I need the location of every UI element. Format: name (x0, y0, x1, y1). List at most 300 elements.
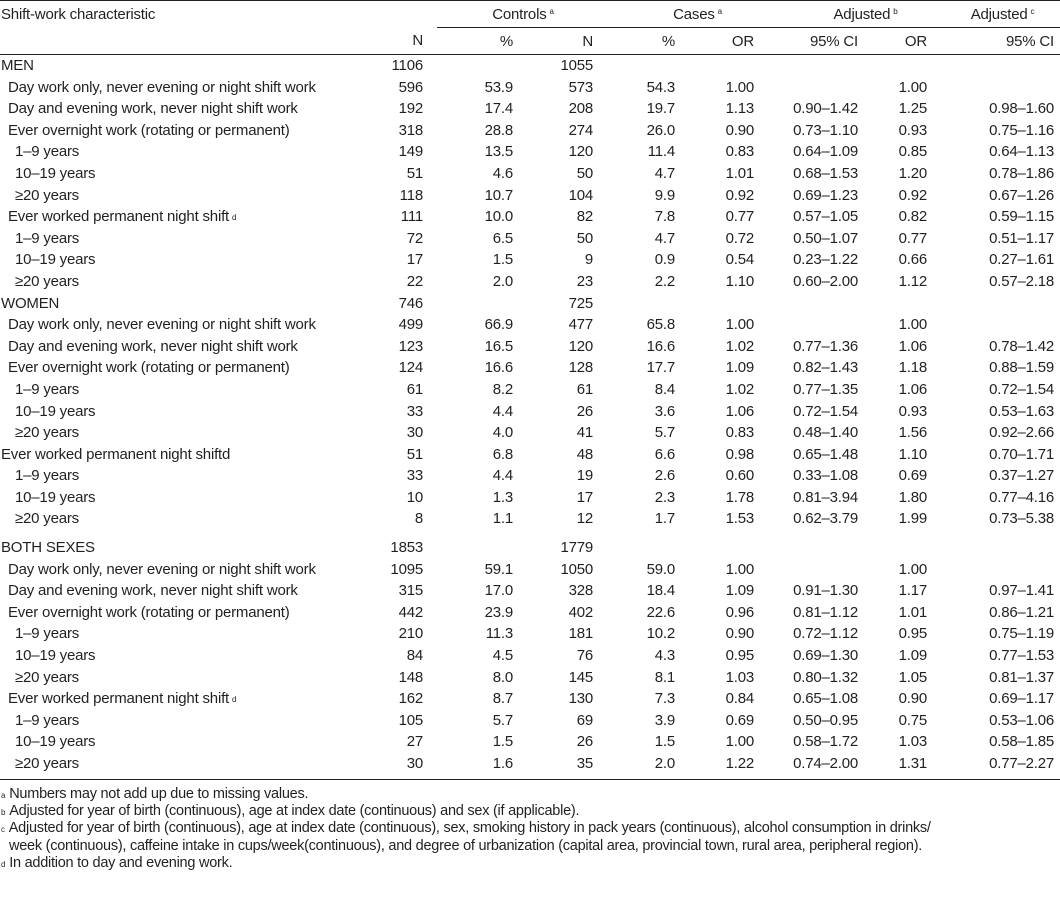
table-cell (609, 55, 697, 77)
table-cell: 9 (584, 251, 594, 269)
table-cell (764, 55, 876, 77)
row-label: 1–9 years (15, 625, 80, 643)
table-cell: 123 (398, 337, 423, 355)
table-cell: 51 (406, 445, 423, 463)
table-cell: 0.78–1.42 (989, 337, 1055, 355)
table-cell: 1853 (390, 539, 423, 557)
row-label: 1–9 years (15, 229, 80, 247)
table-cell: 1055 (560, 57, 594, 74)
table-cell: 3.6 (654, 402, 676, 420)
table-cell: 0.82 (898, 208, 928, 226)
table-cell: 318 (398, 121, 423, 139)
table-row (0, 422, 1060, 444)
table-cell: 0.50–1.07 (793, 229, 859, 247)
table-cell: 1.06 (725, 402, 755, 420)
table-row (0, 249, 1060, 271)
table-cell: 53.9 (484, 78, 513, 96)
table-cell (609, 537, 697, 559)
header-characteristic: Shift-work characteristic (1, 5, 156, 23)
row-label: 10–19 years (15, 251, 96, 269)
table-cell: 192 (398, 100, 423, 118)
row-label: ≥20 years (15, 186, 79, 204)
table-cell: 19 (576, 467, 594, 485)
table-cell: 0.67–1.26 (989, 186, 1055, 204)
table-cell: 30 (406, 755, 423, 772)
table-cell: 76 (576, 647, 594, 665)
table-cell: 0.90–1.42 (793, 100, 859, 118)
table-row (0, 141, 1060, 163)
table-cell: 17 (576, 488, 594, 506)
table-cell: 120 (568, 337, 594, 355)
table-cell: 148 (398, 668, 423, 686)
table-cell: 2.0 (654, 755, 676, 772)
table-cell: 0.91–1.30 (793, 582, 859, 600)
table-cell: 72 (406, 229, 423, 247)
table-cell: 499 (398, 316, 423, 334)
table-cell: 477 (568, 316, 594, 334)
table-cell: 1.00 (725, 733, 755, 751)
table-cell: 50 (576, 164, 594, 182)
table-cell: 328 (568, 582, 594, 600)
table-cell: 1.13 (725, 100, 755, 118)
row-label: Ever overnight work (rotating or permanent) (8, 603, 290, 621)
row-label: ≥20 years (15, 668, 79, 686)
table-cell: 35 (576, 755, 594, 772)
header-row-groups (0, 1, 1060, 28)
table-cell: 4.6 (492, 164, 513, 182)
row-label: Day work only, never evening or night shift work (8, 560, 316, 578)
table-cell: 0.54 (725, 251, 755, 269)
table-cell: 1.5 (492, 733, 513, 751)
table-cell: 1.06 (898, 380, 928, 398)
table-cell: 0.82–1.43 (793, 359, 859, 377)
table-cell: 61 (576, 380, 594, 398)
table-cell: 59.0 (646, 560, 676, 578)
table-cell: 0.97–1.41 (989, 582, 1055, 600)
table-cell: 17 (406, 251, 423, 269)
table-cell (764, 314, 876, 336)
table-cell: 1.53 (725, 510, 755, 528)
table-cell: 12 (576, 510, 594, 528)
table-cell: 17.4 (484, 100, 513, 118)
table-cell: 1.01 (725, 164, 755, 182)
table-cell: 23.9 (484, 603, 513, 621)
table-cell: 1.17 (898, 582, 928, 600)
table-cell: 4.4 (492, 402, 513, 420)
table-row (0, 185, 1060, 207)
table-cell: 1.09 (725, 359, 755, 377)
table-cell: 30 (406, 424, 423, 442)
table-cell: 1.00 (725, 78, 755, 96)
table-cell: 0.65–1.08 (793, 690, 859, 708)
sub-header: OR (876, 28, 945, 55)
table-cell: 0.9 (654, 251, 676, 269)
table-cell: 6.8 (492, 445, 513, 463)
table-cell: 0.73–1.10 (793, 121, 859, 139)
table-cell: 6.6 (654, 445, 676, 463)
table-cell: 0.81–1.12 (793, 603, 859, 621)
table-cell: 0.98 (725, 445, 755, 463)
table-cell: 4.5 (492, 647, 513, 665)
table-cell: 1.05 (898, 668, 928, 686)
table-cell: 0.75–1.19 (989, 625, 1055, 643)
header-group-controls: Controls $^a$ (437, 1, 609, 28)
table-cell: 1.5 (654, 733, 676, 751)
table-cell: 149 (398, 143, 423, 161)
table-cell: 402 (568, 603, 594, 621)
table-cell: 725 (568, 294, 594, 312)
row-label: Day work only, never evening or night shift work (8, 78, 316, 96)
sub-header: % (609, 28, 697, 55)
table-cell: 0.64–1.13 (989, 143, 1055, 161)
table-cell: 596 (398, 78, 423, 96)
table-cell: 0.27–1.61 (989, 251, 1055, 269)
row-label: 10–19 years (15, 647, 96, 665)
table-cell: 1.03 (898, 733, 928, 751)
table-cell: 1779 (560, 539, 594, 557)
table-cell: 0.93 (898, 121, 928, 139)
footnote-c: week (continuous), caffeine intake in cups/week(continuous), and degree of urbanization (capital area, provincial town, rural area, peripheral region). (9, 837, 923, 854)
row-label: Ever worked permanent night shift $^d$ (8, 690, 237, 708)
table-cell: 0.64–1.09 (793, 143, 859, 161)
table-cell: 0.77–1.36 (793, 337, 859, 355)
table-row (0, 602, 1060, 624)
table-row (0, 163, 1060, 185)
table-cell: 27 (406, 733, 423, 751)
table-cell: 0.92 (725, 186, 755, 204)
table-cell (945, 77, 1060, 99)
row-label: Day and evening work, never night shift work (8, 100, 298, 118)
footnote-d: $^d$ In addition to day and evening work. (1, 855, 233, 872)
table-cell: 1.12 (898, 272, 928, 290)
table-cell: 1.22 (725, 755, 755, 772)
table-cell: 130 (568, 690, 594, 708)
table-row (0, 753, 1060, 775)
row-label: Ever overnight work (rotating or permanent) (8, 359, 290, 377)
table-cell: 0.48–1.40 (793, 424, 859, 442)
row-label: Day and evening work, never night shift work (8, 337, 298, 355)
table-cell: 41 (576, 424, 594, 442)
table-cell: 10.0 (484, 208, 513, 226)
row-label: WOMEN (1, 294, 60, 312)
table-cell: 2.2 (654, 272, 676, 290)
table-bottom-rule (0, 775, 1060, 780)
table-cell: 1.5 (492, 251, 513, 269)
table-cell (945, 537, 1060, 559)
table-row (0, 623, 1060, 645)
table-cell: 0.92 (898, 186, 928, 204)
table-cell: 33 (406, 467, 423, 485)
table-cell: 1.06 (898, 337, 928, 355)
table-row (0, 710, 1060, 732)
table-body (0, 55, 1060, 780)
table-cell: 0.96 (725, 603, 755, 621)
header-group-adjusted-c: Adjusted $^c$ (945, 1, 1060, 28)
table-cell: 26 (576, 402, 594, 420)
row-label: Day and evening work, never night shift work (8, 582, 298, 600)
table-cell: 0.65–1.48 (793, 445, 859, 463)
table-cell: 0.77 (725, 208, 755, 226)
table-cell: 16.5 (484, 337, 513, 355)
table-cell: 0.58–1.72 (793, 733, 859, 751)
table-cell: 0.86–1.21 (989, 603, 1055, 621)
table-cell: 0.92–2.66 (989, 424, 1055, 442)
table-cell: 8.1 (654, 668, 676, 686)
table-cell: 22 (406, 272, 423, 290)
table-cell: 1.1 (492, 510, 513, 528)
table-cell (437, 55, 523, 77)
table-cell: 1050 (560, 560, 594, 578)
table-cell (764, 559, 876, 581)
table-cell: 1.01 (898, 603, 928, 621)
table-cell: 0.77–2.27 (989, 755, 1055, 772)
table-cell: 1.31 (898, 755, 928, 772)
table-cell: 4.4 (492, 467, 513, 485)
table-cell: 1.00 (725, 560, 755, 578)
table-cell: 0.57–2.18 (989, 272, 1055, 290)
table-row (0, 487, 1060, 509)
spacer-row (0, 530, 1060, 537)
table-cell: 18.4 (646, 582, 676, 600)
table-cell: 11.4 (647, 143, 676, 161)
table-row (0, 357, 1060, 379)
table-cell: 0.70–1.71 (989, 445, 1055, 463)
table-cell: 1.10 (898, 445, 928, 463)
footnote-b: $^b$ Adjusted for year of birth (continuous), age at index date (continuous) and sex (if applicable). (1, 803, 580, 819)
table-cell: 11.3 (485, 625, 513, 643)
table-cell: 0.69–1.30 (793, 647, 859, 665)
table-cell: 0.85 (898, 143, 928, 161)
table-cell: 746 (398, 294, 423, 312)
table-cell: 10 (406, 488, 423, 506)
table-cell: 0.69–1.17 (989, 690, 1055, 708)
table-cell: 5.7 (492, 711, 513, 729)
table-cell: 0.69 (898, 467, 928, 485)
table-cell: 66.9 (484, 316, 513, 334)
table-cell: 51 (406, 164, 423, 182)
table-cell: 0.84 (725, 690, 755, 708)
table-cell: 0.23–1.22 (793, 251, 859, 269)
table-cell: 1.56 (898, 424, 928, 442)
table-cell: 6.5 (492, 229, 513, 247)
table-cell: 8.7 (492, 690, 513, 708)
row-label: 10–19 years (15, 164, 96, 182)
table-cell: 0.57–1.05 (793, 208, 859, 226)
table-cell: 4.3 (654, 647, 676, 665)
table-cell: 1.00 (898, 560, 928, 578)
sub-header: 95% CI (764, 28, 876, 55)
table-cell: 1106 (391, 57, 423, 74)
table-cell: 0.98–1.60 (989, 100, 1055, 118)
table-cell: 17.0 (484, 582, 513, 600)
table-cell: 9.9 (654, 186, 676, 204)
table-cell: 0.74–2.00 (793, 755, 859, 772)
table-cell: 50 (576, 229, 594, 247)
table-cell: 1.20 (898, 164, 928, 182)
row-label: ≥20 years (15, 272, 79, 290)
table-cell (945, 314, 1060, 336)
table-row (0, 667, 1060, 689)
table-cell: 26 (576, 733, 594, 751)
table-cell: 17.7 (646, 359, 676, 377)
table-row (0, 688, 1060, 710)
table-cell: 0.77–1.53 (989, 647, 1055, 665)
table-row (0, 401, 1060, 423)
table-cell: 0.69 (725, 711, 755, 729)
table-cell: 442 (398, 603, 423, 621)
table-row (0, 206, 1060, 228)
table-cell: 0.51–1.17 (989, 229, 1055, 247)
table-cell: 0.69–1.23 (793, 186, 859, 204)
table-cell: 16.6 (646, 337, 676, 355)
table-cell: 0.72–1.54 (989, 380, 1055, 398)
table-cell: 208 (568, 100, 594, 118)
table-cell: 69 (576, 711, 594, 729)
table-cell: 0.62–3.79 (793, 510, 859, 528)
table-cell: 0.68–1.53 (793, 164, 859, 182)
table-row (0, 537, 1060, 559)
table-cell: 0.78–1.86 (989, 164, 1055, 182)
table-cell (764, 77, 876, 99)
table-cell (876, 293, 945, 315)
table-cell: 0.81–3.94 (793, 488, 859, 506)
table-cell: 28.8 (484, 121, 513, 139)
table-cell: 0.83 (725, 424, 755, 442)
table-cell: 4.7 (654, 164, 676, 182)
table-cell: 0.93 (898, 402, 928, 420)
table-cell: 16.6 (484, 359, 513, 377)
table-cell: 0.95 (898, 625, 928, 643)
table-cell: 181 (568, 625, 594, 643)
table-cell: 0.81–1.37 (989, 668, 1055, 686)
table-cell: 118 (399, 186, 423, 204)
table-cell: 1.80 (898, 488, 928, 506)
table-row (0, 465, 1060, 487)
table-cell: 1.3 (492, 488, 513, 506)
table-cell (609, 293, 697, 315)
table-cell (697, 537, 764, 559)
table-cell: 4.0 (492, 424, 513, 442)
table-cell: 1095 (390, 560, 423, 578)
table-cell: 1.25 (898, 100, 928, 118)
table-cell: 0.60 (725, 467, 755, 485)
table-row (0, 731, 1060, 753)
table-cell: 573 (568, 78, 594, 96)
table-cell: 0.73–5.38 (989, 510, 1055, 528)
table-row (0, 271, 1060, 293)
table-cell (697, 55, 764, 77)
table-row (0, 444, 1060, 466)
table-cell: 0.95 (725, 647, 755, 665)
table-cell: 26.0 (646, 121, 676, 139)
sub-header: % (437, 28, 523, 55)
table-cell: 0.53–1.06 (989, 711, 1055, 729)
footnotes (0, 780, 1060, 873)
table-cell (945, 55, 1060, 77)
table-cell: 84 (406, 647, 423, 665)
table-cell: 7.3 (654, 690, 676, 708)
sub-header: N (523, 28, 609, 55)
table-cell: 0.53–1.63 (989, 402, 1055, 420)
table-cell: 0.75 (898, 711, 928, 729)
table-cell: 3.9 (654, 711, 676, 729)
table-cell: 0.58–1.85 (989, 733, 1055, 751)
table-cell (945, 559, 1060, 581)
table-cell: 0.90 (725, 625, 755, 643)
table-cell: 0.88–1.59 (989, 359, 1055, 377)
table-cell: 2.3 (654, 488, 676, 506)
row-label: 10–19 years (15, 488, 96, 506)
table-cell: 0.83 (725, 143, 755, 161)
row-label: BOTH SEXES (1, 539, 95, 557)
row-label: 1–9 years (15, 380, 80, 398)
table-cell: 10.7 (484, 186, 513, 204)
table-cell: 1.00 (725, 316, 755, 334)
table-cell: 0.77–4.16 (989, 488, 1055, 506)
table-cell: 1.00 (898, 78, 928, 96)
table-cell: 0.80–1.32 (793, 668, 859, 686)
table-cell (437, 537, 523, 559)
table-row (0, 77, 1060, 99)
table-cell: 7.8 (654, 208, 676, 226)
table-cell: 4.7 (654, 229, 676, 247)
table-cell: 48 (576, 445, 594, 463)
table-cell: 82 (576, 208, 594, 226)
table-cell: 19.7 (646, 100, 676, 118)
table-cell: 0.66 (898, 251, 928, 269)
table-cell (437, 293, 523, 315)
table-cell: 145 (568, 668, 594, 686)
table-row (0, 98, 1060, 120)
table-cell: 13.5 (484, 143, 513, 161)
table-row (0, 645, 1060, 667)
table-cell: 1.99 (898, 510, 928, 528)
table-row (0, 559, 1060, 581)
table-cell: 61 (406, 380, 423, 398)
footnote-c: $^c$ Adjusted for year of birth (continuous), age at index date (continuous), sex, smoking history in pack years (continuous), alcohol consumption in drinks/ (1, 820, 931, 837)
table-cell (876, 55, 945, 77)
table-cell: 8.0 (492, 668, 513, 686)
table-cell: 8 (414, 510, 423, 528)
table-cell: 0.90 (898, 690, 928, 708)
row-label: Ever worked permanent night shiftd (1, 445, 231, 463)
row-label: 10–19 years (15, 402, 96, 420)
table-cell: 315 (398, 582, 423, 600)
table-cell: 65.8 (646, 316, 676, 334)
table-cell: 1.10 (725, 272, 755, 290)
table-cell (697, 293, 764, 315)
row-label: Ever worked permanent night shift $^d$ (8, 208, 237, 226)
table-cell: 1.7 (654, 510, 676, 528)
table-cell: 1.09 (898, 647, 928, 665)
table-cell: 0.75–1.16 (989, 121, 1055, 139)
table-cell: 23 (576, 272, 594, 290)
row-label: Ever overnight work (rotating or permanent) (8, 121, 290, 139)
table-cell: 0.33–1.08 (793, 467, 859, 485)
table-cell (876, 537, 945, 559)
table-cell: 1.6 (492, 755, 513, 772)
row-label: ≥20 years (15, 755, 79, 772)
table-cell: 1.78 (725, 488, 755, 506)
table-cell: 1.02 (725, 380, 755, 398)
table-row (0, 55, 1060, 77)
table-cell: 2.6 (654, 467, 676, 485)
row-label: 1–9 years (15, 467, 80, 485)
table-cell: 274 (568, 121, 594, 139)
table-cell: 0.77–1.35 (793, 380, 859, 398)
table-cell: 1.00 (898, 316, 928, 334)
table-cell: 0.90 (725, 121, 755, 139)
